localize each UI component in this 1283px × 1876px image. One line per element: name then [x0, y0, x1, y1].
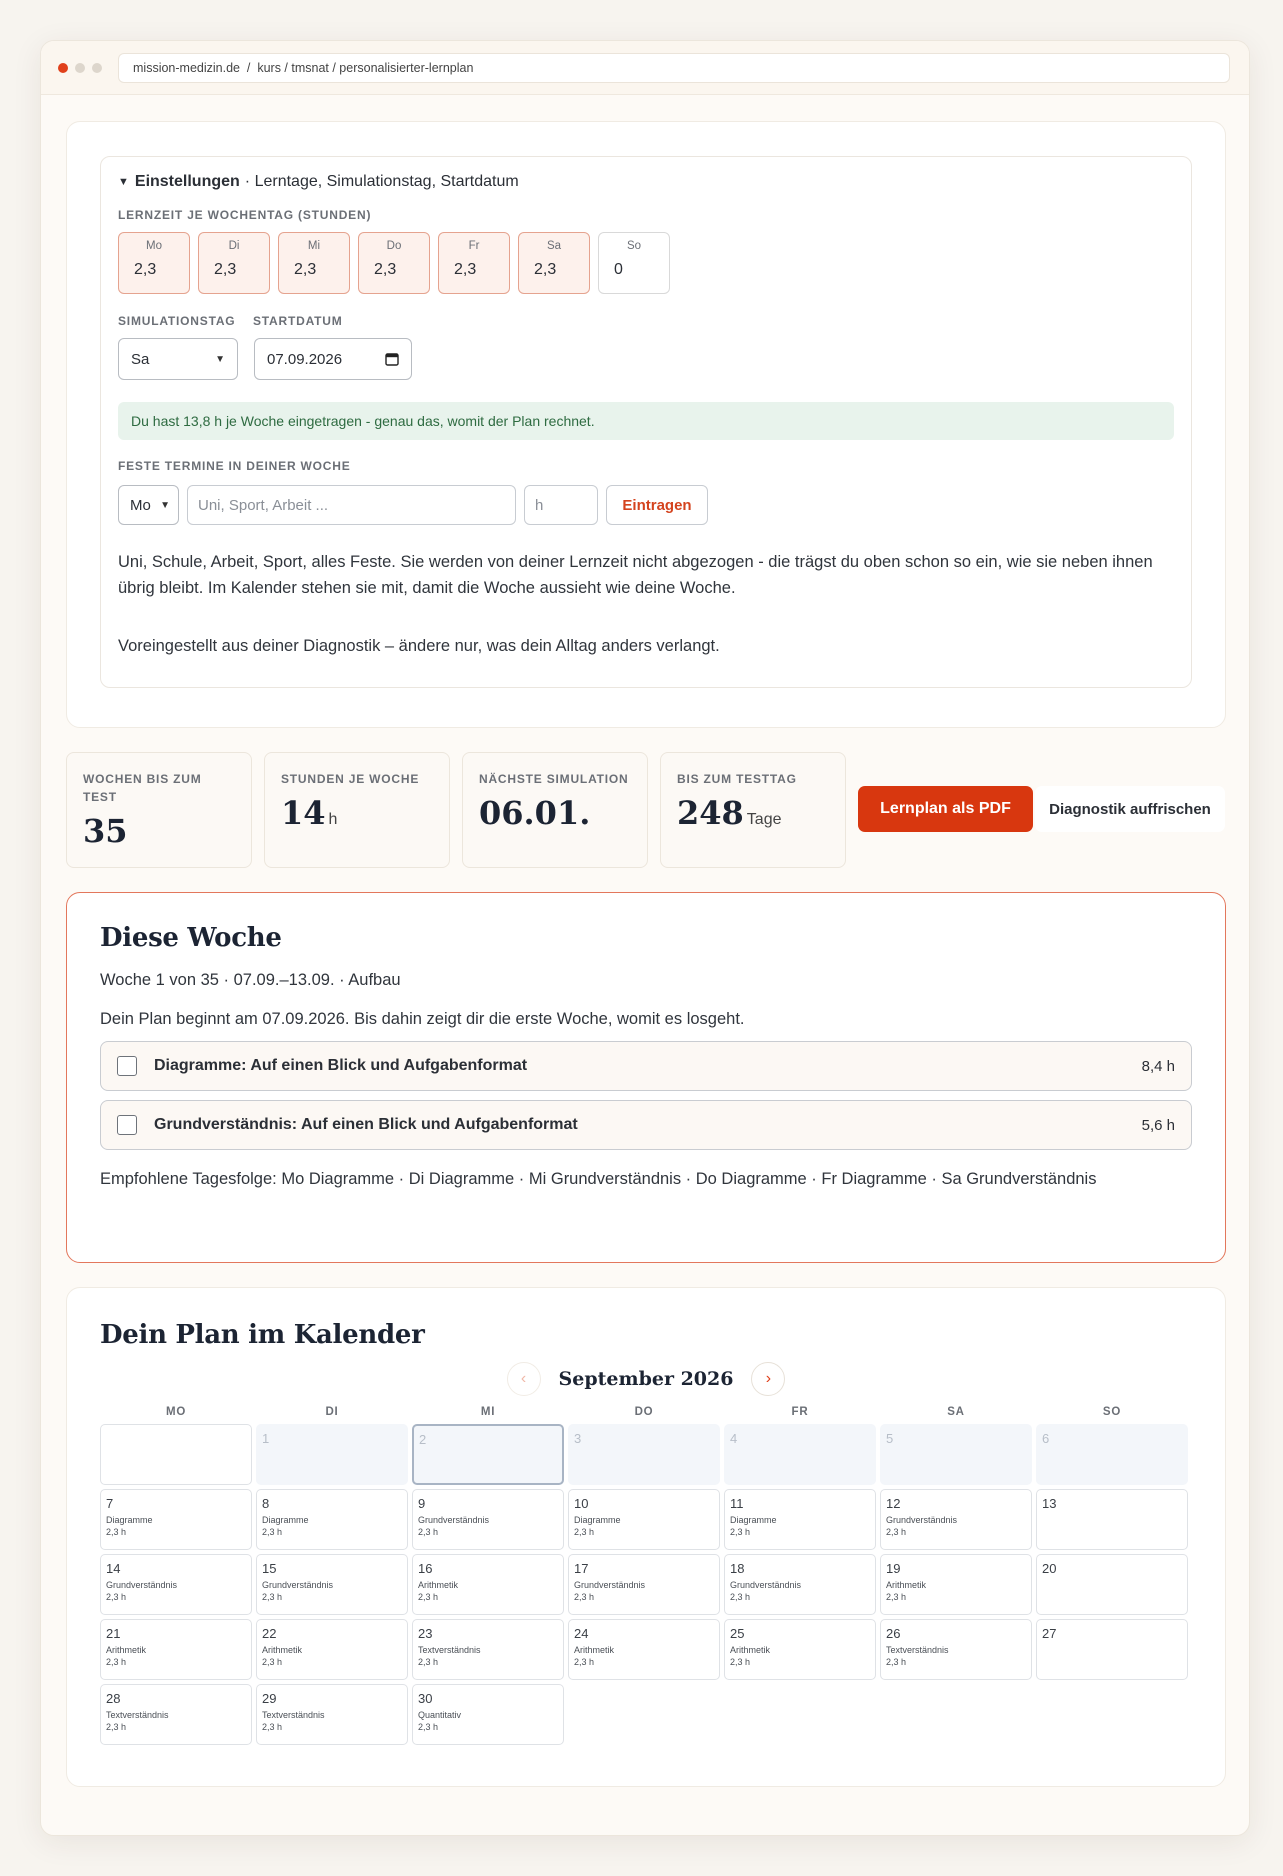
day-topic: Grundverständnis: [730, 1580, 802, 1590]
pdf-button[interactable]: Lernplan als PDF: [858, 786, 1033, 832]
task-label: Grundverständnis: Auf einen Blick und Aufgabenformat: [154, 1116, 578, 1133]
day-name: Sa: [546, 240, 562, 252]
day-number: 25: [730, 1626, 745, 1641]
day-number: 21: [106, 1626, 121, 1641]
simulationstag-select[interactable]: [118, 338, 238, 380]
day-hours: 2,3 h: [574, 1657, 595, 1667]
settings-subtitle: · Lerntage, Simulationstag, Startdatum: [244, 173, 519, 190]
stat-value: [479, 794, 631, 832]
day-hours-value: 2,3: [294, 261, 317, 278]
stat-number: 14: [281, 794, 326, 832]
day-hours: 2,3 h: [418, 1722, 439, 1732]
stat-number: 248: [677, 794, 744, 832]
day-number: 3: [574, 1431, 582, 1446]
stat-cards: [66, 752, 846, 868]
calendar-day-10[interactable]: [568, 1489, 720, 1550]
stat-value: [281, 794, 433, 832]
day-number: 24: [574, 1626, 589, 1641]
day-hours-value: 2,3: [454, 261, 477, 278]
day-hours: 2,3 h: [730, 1657, 751, 1667]
chevron-right-icon: ›: [765, 1370, 772, 1387]
day-number: 4: [730, 1431, 738, 1446]
stat-label: NÄCHSTE SIMULATION: [479, 772, 629, 786]
day-topic: Arithmetik: [730, 1645, 771, 1655]
minimize-dot-icon[interactable]: [75, 63, 85, 73]
close-dot-icon[interactable]: [58, 63, 68, 73]
day-topic: Textverständnis: [262, 1710, 325, 1720]
day-topic: Diagramme: [730, 1515, 777, 1525]
day-topic: Textverständnis: [106, 1710, 169, 1720]
day-number: 20: [1042, 1561, 1057, 1576]
task-item[interactable]: [100, 1041, 1192, 1091]
browser-window: [40, 40, 1250, 1836]
day-number: 8: [262, 1496, 270, 1511]
day-hours: 2,3 h: [730, 1527, 751, 1537]
calendar-day-11[interactable]: [724, 1489, 876, 1550]
day-hours: 2,3 h: [886, 1527, 907, 1537]
day-topic: Arithmetik: [106, 1645, 147, 1655]
day-hours-value: 2,3: [374, 261, 397, 278]
calendar-day-9[interactable]: [412, 1489, 564, 1550]
day-name: So: [626, 240, 642, 252]
day-number: 10: [574, 1496, 589, 1511]
day-hours-row: [118, 232, 1174, 294]
day-number: 11: [730, 1496, 744, 1511]
stat-card: [660, 752, 846, 868]
day-number: 5: [886, 1431, 894, 1446]
weekday-label: MO: [165, 1406, 187, 1418]
settings-summary[interactable]: [118, 173, 1174, 191]
day-topic: Diagramme: [106, 1515, 153, 1525]
next-month-button[interactable]: [751, 1362, 785, 1396]
day-hours-sa[interactable]: [518, 232, 590, 294]
calendar-day-6[interactable]: [1036, 1424, 1188, 1485]
calendar-day-12[interactable]: [880, 1489, 1032, 1550]
day-number: 28: [106, 1691, 121, 1706]
calendar-day-29[interactable]: [256, 1684, 408, 1745]
day-number: 9: [418, 1496, 426, 1511]
day-number: 14: [106, 1561, 121, 1576]
termine-hours-placeholder: h: [535, 496, 544, 514]
calendar-month: September 2026: [558, 1368, 734, 1390]
stat-unit: h: [328, 811, 338, 828]
calendar-day-20[interactable]: [1036, 1554, 1188, 1615]
settings-title: Einstellungen: [134, 173, 240, 190]
calendar-day-8[interactable]: [256, 1489, 408, 1550]
calendar-day-18[interactable]: [724, 1554, 876, 1615]
hours-info: [118, 402, 1174, 440]
day-hours: 2,3 h: [574, 1527, 595, 1537]
day-hours-value: 2,3: [214, 261, 237, 278]
startdatum-input[interactable]: [254, 338, 412, 380]
day-number: 17: [574, 1561, 589, 1576]
termine-hours-input[interactable]: [524, 485, 598, 525]
calendar-grid: [100, 1424, 1192, 1745]
stat-value: [677, 794, 829, 832]
calendar-day-1[interactable]: [256, 1424, 408, 1485]
day-number: 26: [886, 1626, 901, 1641]
week-meta: Woche 1 von 35 · 07.09.–13.09. · Aufbau: [100, 971, 401, 989]
day-hours-mi[interactable]: [278, 232, 350, 294]
day-hours-value: 0: [614, 261, 623, 278]
day-hours-value: 2,3: [134, 261, 157, 278]
day-hours: 2,3 h: [886, 1592, 907, 1602]
calendar-day-22[interactable]: [256, 1619, 408, 1680]
day-topic: Arithmetik: [418, 1580, 459, 1590]
day-name: Di: [228, 240, 240, 252]
task-label: Diagramme: Auf einen Blick und Aufgabenformat: [154, 1057, 528, 1074]
weekday-header: [100, 1406, 1192, 1418]
day-topic: Grundverständnis: [106, 1580, 178, 1590]
day-number: 19: [886, 1561, 901, 1576]
address-text: mission-medizin.de / kurs / tmsnat / personalisierter-lernplan: [133, 60, 474, 75]
day-hours: 2,3 h: [106, 1722, 127, 1732]
day-topic: Diagramme: [574, 1515, 621, 1525]
settings-card: [66, 121, 1226, 728]
calendar-day-16[interactable]: [412, 1554, 564, 1615]
termine-day-select[interactable]: [118, 485, 179, 525]
termine-row: [118, 485, 1174, 525]
calendar-icon[interactable]: [385, 352, 399, 366]
calendar-day-25[interactable]: [724, 1619, 876, 1680]
day-number: 16: [418, 1561, 433, 1576]
termine-explanation: Uni, Schule, Arbeit, Sport, alles Feste. Sie werden von deiner Lernzeit nicht abgezogen - die trägst du oben schon so ein, wie sie neben ihnen übrig bleibt. Im Kalender stehen sie mit, damit die Woche aussieht wie deine Woche.: [118, 553, 1153, 597]
day-number: 6: [1042, 1431, 1050, 1446]
calendar-day-7[interactable]: [100, 1489, 252, 1550]
termine-day-value: Mo: [130, 496, 151, 514]
day-topic: Textverständnis: [418, 1645, 481, 1655]
eintragen-button[interactable]: Eintragen: [606, 485, 708, 525]
startdatum-label: STARTDATUM: [253, 314, 343, 328]
weekday-label: SO: [1102, 1406, 1122, 1418]
task-hours: 5,6 h: [1141, 1116, 1175, 1134]
address-bar[interactable]: [118, 53, 1230, 83]
day-topic: Quantitativ: [418, 1710, 462, 1720]
day-topic: Diagramme: [262, 1515, 309, 1525]
day-number: 29: [262, 1691, 277, 1706]
termine-label: FESTE TERMINE IN DEINER WOCHE: [118, 459, 351, 473]
chevron-down-icon: ▼: [215, 353, 225, 365]
day-hours: 2,3 h: [262, 1527, 283, 1537]
stat-value: [83, 812, 235, 850]
day-name: Fr: [468, 240, 480, 252]
calendar-day-23[interactable]: [412, 1619, 564, 1680]
calendar-empty-cell[interactable]: [100, 1424, 252, 1485]
day-hours-fr[interactable]: [438, 232, 510, 294]
day-number: 1: [262, 1431, 270, 1446]
weekday-label: DI: [325, 1406, 339, 1418]
stats-row: [66, 752, 1226, 868]
stat-label: WOCHEN BIS ZUM TEST: [83, 772, 202, 804]
day-hours: 2,3 h: [418, 1657, 439, 1667]
day-name: Mi: [307, 240, 321, 252]
day-topic: Grundverständnis: [262, 1580, 334, 1590]
day-topic: Arithmetik: [262, 1645, 303, 1655]
calendar-day-13[interactable]: [1036, 1489, 1188, 1550]
calendar-day-30[interactable]: [412, 1684, 564, 1745]
refresh-diagnostik-button[interactable]: Diagnostik auffrischen: [1035, 786, 1225, 832]
day-hours-value: 2,3: [534, 261, 557, 278]
simulationstag-label: SIMULATIONSTAG: [118, 314, 236, 328]
calendar-day-3[interactable]: [568, 1424, 720, 1485]
settings-details: [100, 156, 1192, 688]
day-hours-di[interactable]: [198, 232, 270, 294]
chevron-left-icon: ‹: [520, 1370, 527, 1387]
day-number: 18: [730, 1561, 745, 1576]
day-name: Mo: [146, 240, 162, 252]
day-hours: 2,3 h: [106, 1527, 127, 1537]
calendar-day-2[interactable]: [412, 1424, 564, 1485]
day-topic: Grundverständnis: [418, 1515, 490, 1525]
day-number: 12: [886, 1496, 901, 1511]
sim-start-labels: [118, 314, 1174, 328]
this-week-card: [66, 892, 1226, 1263]
calendar-day-26[interactable]: [880, 1619, 1032, 1680]
simulationstag-value: Sa: [131, 350, 150, 368]
day-hours-so[interactable]: [598, 232, 670, 294]
day-topic: Textverständnis: [886, 1645, 949, 1655]
day-number: 23: [418, 1626, 433, 1641]
day-hours: 2,3 h: [886, 1657, 907, 1667]
day-hours-mo[interactable]: [118, 232, 190, 294]
weekday-label: DO: [634, 1406, 654, 1418]
lernzeit-label: LERNZEIT JE WOCHENTAG (STUNDEN): [118, 208, 372, 222]
calendar-title: Dein Plan im Kalender: [100, 1320, 425, 1350]
daily-order: Empfohlene Tagesfolge: Mo Diagramme · Di Diagramme · Mi Grundverständnis · Do Diagramme · Fr Diagramme · Sa Grundverständnis: [100, 1170, 1097, 1188]
day-topic: Grundverständnis: [886, 1515, 958, 1525]
day-number: 22: [262, 1626, 277, 1641]
stat-label: STUNDEN JE WOCHE: [281, 772, 420, 786]
calendar-day-24[interactable]: [568, 1619, 720, 1680]
startdatum-value: 07.09.2026: [267, 350, 343, 368]
day-hours: 2,3 h: [262, 1722, 283, 1732]
day-hours: 2,3 h: [262, 1657, 283, 1667]
window-controls: [58, 63, 102, 73]
calendar-header: [100, 1362, 1192, 1396]
stat-unit: Tage: [746, 811, 782, 828]
termine-text-input[interactable]: [187, 485, 516, 525]
day-hours: 2,3 h: [106, 1592, 127, 1602]
page-content: [66, 121, 1226, 1787]
chevron-down-icon: ▼: [160, 499, 170, 511]
day-hours: 2,3 h: [418, 1527, 439, 1537]
stat-number: 35: [83, 812, 128, 850]
calendar-day-4[interactable]: [724, 1424, 876, 1485]
weekday-label: MI: [480, 1406, 496, 1418]
task-item[interactable]: [100, 1100, 1192, 1150]
day-name: Do: [386, 240, 402, 252]
calendar-day-28[interactable]: [100, 1684, 252, 1745]
week-intro: Dein Plan beginnt am 07.09.2026. Bis dahin zeigt dir die erste Woche, womit es losgeht.: [100, 1010, 745, 1028]
weekday-label: SA: [947, 1406, 965, 1418]
calendar-day-14[interactable]: [100, 1554, 252, 1615]
day-number: 30: [418, 1691, 433, 1706]
week-title: Diese Woche: [100, 923, 282, 953]
calendar-day-15[interactable]: [256, 1554, 408, 1615]
day-hours: 2,3 h: [418, 1592, 439, 1602]
day-hours-do[interactable]: [358, 232, 430, 294]
stat-card: [264, 752, 450, 868]
calendar-day-19[interactable]: [880, 1554, 1032, 1615]
day-hours: 2,3 h: [262, 1592, 283, 1602]
stat-label: BIS ZUM TESTTAG: [677, 772, 797, 786]
checkbox[interactable]: [117, 1056, 137, 1076]
maximize-dot-icon[interactable]: [92, 63, 102, 73]
diagnostik-note: Voreingestellt aus deiner Diagnostik – ändere nur, was dein Alltag anders verlangt.: [118, 637, 720, 655]
stat-card: [66, 752, 252, 868]
calendar-day-27[interactable]: [1036, 1619, 1188, 1680]
task-hours: 8,4 h: [1141, 1057, 1175, 1075]
day-hours: 2,3 h: [574, 1592, 595, 1602]
prev-month-button[interactable]: [507, 1362, 541, 1396]
task-list: [100, 1041, 1192, 1150]
stat-card: [462, 752, 648, 868]
calendar-day-17[interactable]: [568, 1554, 720, 1615]
day-topic: Grundverständnis: [574, 1580, 646, 1590]
title-bar: [41, 41, 1249, 95]
day-number: 2: [419, 1432, 427, 1447]
day-number: 15: [262, 1561, 277, 1576]
checkbox[interactable]: [117, 1115, 137, 1135]
calendar-day-5[interactable]: [880, 1424, 1032, 1485]
termine-placeholder: Uni, Sport, Arbeit ...: [198, 496, 329, 514]
hours-info-text: Du hast 13,8 h je Woche eingetragen - genau das, womit der Plan rechnet.: [131, 413, 595, 429]
day-number: 7: [106, 1496, 114, 1511]
day-topic: Arithmetik: [886, 1580, 927, 1590]
calendar-day-21[interactable]: [100, 1619, 252, 1680]
day-hours: 2,3 h: [106, 1657, 127, 1667]
stat-number: 06.01.: [479, 794, 591, 832]
day-topic: Arithmetik: [574, 1645, 615, 1655]
day-hours: 2,3 h: [730, 1592, 751, 1602]
triangle-down-icon: ▼: [118, 176, 129, 188]
weekday-label: FR: [791, 1406, 809, 1418]
calendar-card: [66, 1287, 1226, 1787]
day-number: 27: [1042, 1626, 1057, 1641]
day-number: 13: [1042, 1496, 1057, 1511]
sim-start-controls: [118, 338, 1174, 380]
